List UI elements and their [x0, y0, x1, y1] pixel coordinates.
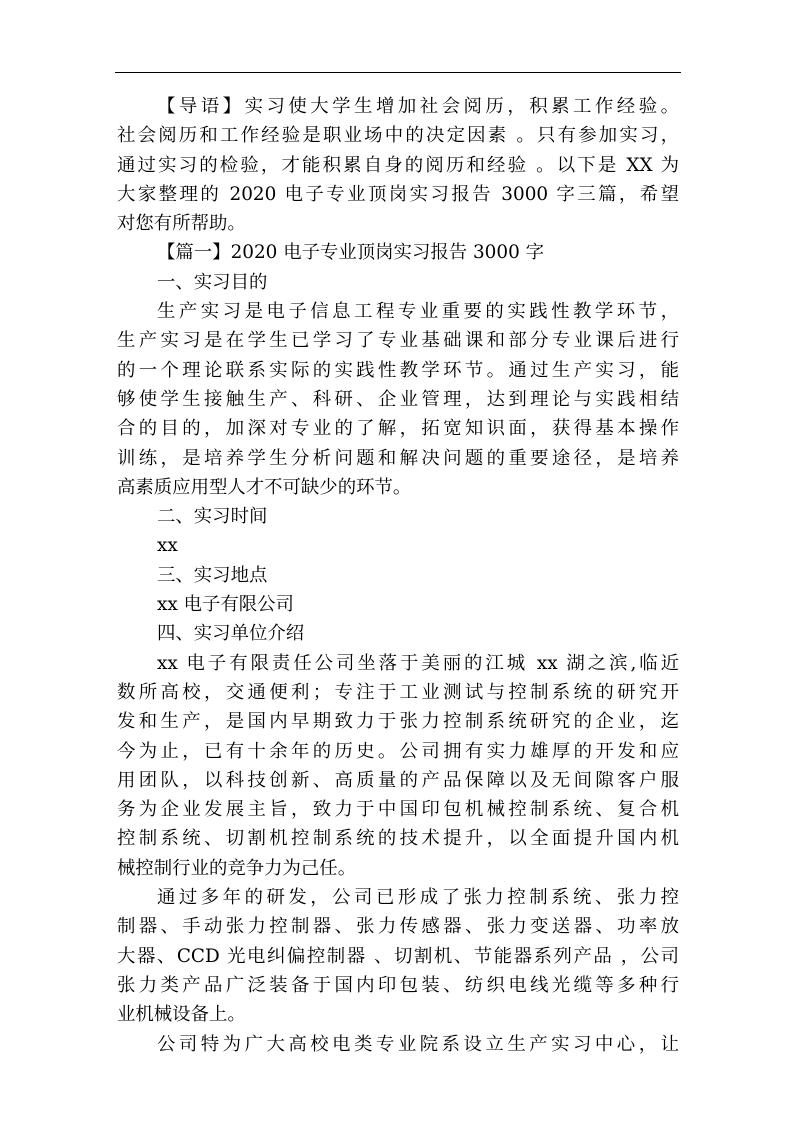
text-line: 用团队，以科技创新、高质量的产品保障以及无间隙客户服	[117, 769, 679, 791]
text-line: 生产实习是在学生已学习了专业基础课和部分专业课后进行	[117, 330, 679, 352]
text-line: 合的目的，加深对专业的了解，拓宽知识面，获得基本操作	[117, 418, 679, 440]
text-line: 二、实习时间	[157, 506, 268, 528]
text-line: 张力类产品广泛装备于国内印包装、纺织电线光缆等多种行	[117, 974, 679, 996]
text-line: xx 电子有限公司	[157, 594, 294, 616]
text-line: xx 电子有限责任公司坐落于美丽的江城 xx 湖之滨,临近	[157, 652, 679, 674]
text-line: 大器、CCD 光电纠偏控制器 、切割机、节能器系列产品 ，公司	[117, 945, 679, 967]
text-line: 三、实习地点	[157, 564, 268, 586]
text-line: 发和生产，是国内早期致力于张力控制系统研究的企业，迄	[117, 711, 679, 733]
text-line: 通过实习的检验，才能积累自身的阅历和经验 。以下是 XX 为	[117, 154, 679, 176]
text-line: 通过多年的研发，公司已形成了张力控制系统、张力控	[157, 887, 679, 909]
text-line: 数所高校，交通便利；专注于工业测试与控制系统的研究开	[117, 681, 679, 703]
text-line: 高素质应用型人才不可缺少的环节。	[117, 476, 412, 498]
text-line: xx	[157, 535, 178, 557]
text-line: 【篇一】2020 电子专业顶岗实习报告 3000 字	[157, 242, 545, 264]
text-line: 够使学生接触生产、科研、企业管理，达到理论与实践相结	[117, 388, 679, 410]
text-line: 业机械设备上。	[117, 1004, 246, 1026]
text-line: 【导语】实习使大学生增加社会阅历，积累工作经验。	[157, 96, 679, 117]
text-line: 械控制行业的竞争力为己任。	[117, 857, 357, 879]
document-body	[117, 92, 679, 1059]
text-line: 训练，是培养学生分析问题和解决问题的重要途径，是培养	[117, 447, 679, 469]
text-line: 务为企业发展主旨，致力于中国印包机械控制系统、复合机	[117, 799, 679, 821]
text-line: 对您有所帮助。	[117, 213, 246, 235]
text-line: 制器、手动张力控制器、张力传感器、张力变送器、功率放	[117, 916, 679, 938]
text-line: 今为止，已有十余年的历史。公司拥有实力雄厚的开发和应	[117, 740, 679, 762]
text-line: 一、实习目的	[157, 271, 268, 293]
text-line: 四、实习单位介绍	[157, 623, 305, 645]
text-line: 控制系统、切割机控制系统的技术提升，以全面提升国内机	[117, 828, 679, 850]
header-rule	[115, 72, 681, 73]
text-line: 大家整理的 2020 电子专业顶岗实习报告 3000 字三篇，希望	[117, 183, 679, 205]
text-line: 社会阅历和工作经验是职业场中的决定因素 。只有参加实习，	[117, 125, 679, 147]
text-line: 的一个理论联系实际的实践性教学环节。通过生产实习，能	[117, 359, 679, 381]
text-line: 公司特为广大高校电类专业院系设立生产实习中心，让	[157, 1033, 679, 1055]
text-line: 生产实习是电子信息工程专业重要的实践性教学环节，	[157, 301, 679, 323]
